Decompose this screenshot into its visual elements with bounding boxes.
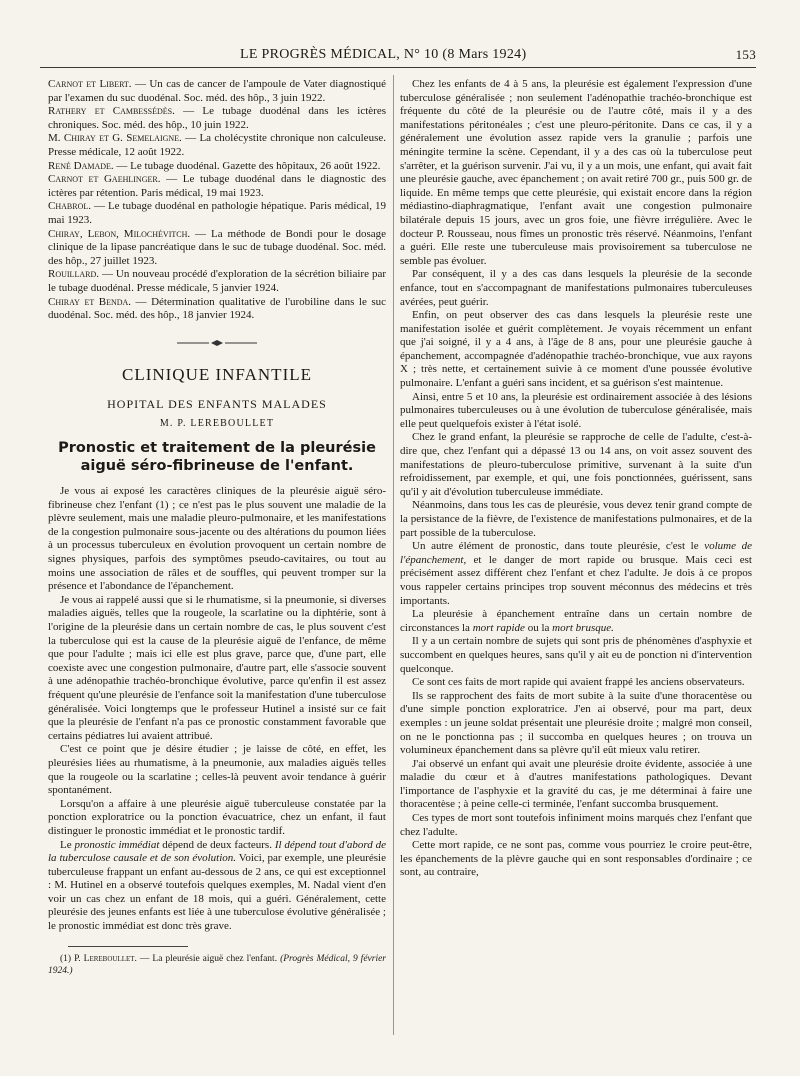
journal-title: LE PROGRÈS MÉDICAL, N° 10 (8 Mars 1924) bbox=[240, 47, 527, 62]
paragraph: J'ai observé un enfant qui avait une pleurésie droite évidente, associée à une maladie du cœur et à d'autres manifestations pathologiques. Devant l'importance de l'asphyxie et la gravité du cas, je me déterminai à faire une thoracentèse ; à peine celle-ci terminée, l'enfant succomba brusquement. bbox=[400, 757, 752, 811]
column-separator bbox=[393, 75, 394, 1035]
paragraph: Ainsi, entre 5 et 10 ans, la pleurésie est ordinairement associée à des lésions pulmonaires tuberculeuses ou à une évolution de tuberculose généralisée, mais elle peut quelquefois exister à l'état isolé. bbox=[400, 390, 752, 430]
paragraph: Chez le grand enfant, la pleurésie se rapproche de celle de l'adulte, c'est-à-dire que, chez l'enfant qui a dépassé 13 ou 14 ans, on voit assez souvent des manifestations de pleuro-tuberculose primitive, survenant à la suite d'un refroidissement, par exemple, et qui, une fois ponctionnées, guérissent, sans qu'il y ait d'évolution tuberculeuse immédiate. bbox=[400, 431, 752, 498]
hospital-name: HOPITAL DES ENFANTS MALADES bbox=[107, 396, 327, 411]
running-head bbox=[40, 47, 756, 65]
bib-entry: Rouillard. — Un nouveau procédé d'exploration de la sécrétion biliaire par le tubage duodénal. Presse médicale, 5 janvier 1924. bbox=[48, 268, 386, 294]
bib-entry: Rathery et Cambessédès. — Le tubage duodénal dans les ictères chroniques. Soc. méd. des hôp., 10 juin 1922. bbox=[48, 105, 386, 131]
right-column bbox=[400, 78, 752, 880]
paragraph: Il y a un certain nombre de sujets qui sont pris de phénomènes d'asphyxie et succombent en quelques heures, sans qu'il y ait eu de ponction ni d'intervention quelconque. bbox=[400, 635, 752, 675]
left-body bbox=[48, 485, 386, 934]
article-author: M. P. LEREBOULLET bbox=[159, 418, 275, 430]
paragraph: Le pronostic immédiat dépend de deux facteurs. Il dépend tout d'abord de la tuberculose causale et de son évolution. Voici, par exemple, une pleurésie tuberculeuse frappant un enfant au-dessous de 2 ans, ce qui est exceptionnel : M. Hutinel en a observé toutefois quelques exemples, M. Nadal vient d'en voir un cas chez un enfant de 18 mois, qui a guéri. Généralement, cette pleurésie des jeunes enfants est liée à une tuberculose évolutive généralisée ; le pronostic immédiat est donc très grave. bbox=[48, 838, 386, 933]
paragraph: Ces types de mort sont toutefois infiniment moins marqués chez l'enfant que chez l'adulte. bbox=[400, 812, 752, 838]
paragraph: Chez les enfants de 4 à 5 ans, la pleurésie est également l'expression d'une tuberculose généralisée ; non seulement l'adénopathie trachéo-bronchique est fréquente du côté de la pleurésie ou de l'autre côté, mais il y a des manifestations péritonéales ; c'est une pleuro-péritonite. Dans ce cas, il y a généralement une évolution assez rapide vers la granulie ; parfois une méningite termine la scène. Cependant, il y a des cas où la tuberculose peut s'arrêter, et la guérison survenir. J'ai vu, il y a un mois, une enfant, qui avait fait une pleurésie gauche, avec épanchement ; on avait retiré 700 gr., puis 500 gr. de liquide. En même temps que cette pleurésie, qui existait encore dans la région médiastino-diaphragmatique, l'enfant avait une congestion pulmonaire bilatérale depuis 15 jours, avec un gros foie, une fièvre irrégulière. Avec le docteur P. Rousseau, nous fîmes un pronostic très réservé. Néanmoins, l'enfant a guéri. Elle reste une tuberculeuse mais provisoirement sa tuberculose ne semble pas évoluer. bbox=[400, 78, 752, 267]
paragraph: Ce sont ces faits de mort rapide qui avaient frappé les anciens observateurs. bbox=[412, 676, 745, 689]
paragraph: Enfin, on peut observer des cas dans lesquels la pleurésie reste une manifestation isolée et guérit complètement. Je voyais récemment un enfant que j'ai soigné, il y a 4 ans, à l'âge de 8 ans, pour une pleurésie gauche à épanchement, accompagnée d'adénopathie trachéo-bronchique, vue aux rayons X ; très nette, et certainement suivie à ce moment d'une poussée évolutive pulmonaire. L'enfant a guéri sans incident, et sa guérison s'est maintenue. bbox=[400, 309, 752, 390]
bib-entry: Chiray, Lebon, Milochévitch. — La méthode de Bondi pour le dosage clinique de la lipase pancréatique dans le suc de tubage duodénal. Soc. méd. des hôp., 27 juillet 1923. bbox=[48, 227, 386, 267]
paragraph: La pleurésie à épanchement entraîne dans un certain nombre de circonstances la mort rapide ou la mort brusque. bbox=[400, 608, 752, 634]
paragraph: Un autre élément de pronostic, dans toute pleurésie, c'est le volume de l'épanchement, et le danger de mort rapide ou brusque. Mais ceci est précisément assez différent chez l'enfant et chez l'adulte. Je dois à ce propos vous rappeler certains principes trop souvent méconnus des médecins et très importants. bbox=[400, 540, 752, 607]
footnote-rule bbox=[68, 946, 188, 947]
paragraph: C'est ce point que je désire étudier ; je laisse de côté, en effet, les pleurésies liées au rhumatisme, à la pneumonie, aux maladies aiguës telles que la rougeole ou la scarlatine ; celles-là peuvent avoir tendance à guérir spontanément. bbox=[48, 743, 386, 797]
bib-entry: Chiray et Benda. — Détermination qualitative de l'urobiline dans le suc duodénal. Soc. méd. des hôp., 18 janvier 1924. bbox=[48, 295, 386, 322]
paragraph: Je vous ai exposé les caractères cliniques de la pleurésie aiguë séro-fibrineuse chez l'enfant (1) ; ce n'est pas le plus souvent une maladie de la plèvre seulement, mais une maladie pleuro-pulmonaire, et les manifestations de la congestion pulmonaire sous-jacente ou des altérations du poumon liées à un processus tuberculeux en évolution provoquent un certain nombre de signes physiques, parfois des symptômes pseudo-cavitaires, ou tout au moins une association de râles et de souffles, qui peuvent tromper sur la présence et l'abondance de l'épanchement. bbox=[48, 485, 386, 593]
footnote: (1) P. Lereboullet. — La pleurésie aiguë chez l'enfant. (Progrès Médical, 9 février 1924.) bbox=[48, 953, 387, 976]
ornament-divider bbox=[48, 337, 386, 351]
bib-entry: René Damade. — Le tubage duodénal. Gazette des hôpitaux, 26 août 1922. bbox=[48, 159, 381, 172]
fleuron-icon bbox=[177, 339, 257, 347]
bibliography bbox=[48, 78, 386, 323]
paragraph: Par conséquent, il y a des cas dans lesquels la pleurésie de la seconde enfance, tout en s'accompagnant de manifestations pulmonaires tuberculeuses avérées, peut guérir. bbox=[400, 268, 752, 308]
paragraph: Je vous ai rappelé aussi que si le rhumatisme, si la pneumonie, si diverses maladies aiguës, telles que la rougeole, la scarlatine ou la diphtérie, sont à l'origine de la pleurésie dans un certain nombre de cas, le plus souvent c'est la tuberculose qui est la cause de la pleurésie aiguë de l'enfance, de même que pour l'adulte ; mais ici elle est plus grave, parce que, d'une part, elle coexiste avec une congestion pulmonaire, d'autre part, elle s'associe souvent à une adénopathie trachéo-bronchique évolutive, parce qu'enfin il est assez fréquent qu'une pleurésie de l'enfance soit la manifestation d'une tuberculose généralisée. Voici longtemps que le professeur Hutinel a insisté sur ce fait que la pleurésie de l'enfant n'a pas ce pronostic constamment favorable que certains pédiatres lui avaient attribué. bbox=[48, 593, 386, 742]
paragraph: Néanmoins, dans tous les cas de pleurésie, vous devez tenir grand compte de la persistance de la fièvre, de l'existence de manifestations pulmonaires, et de la part possible de la tuberculose. bbox=[400, 499, 752, 539]
bib-entry: M. Chiray et G. Semelaigne. — La cholécystite chronique non calculeuse. Presse médicale, 12 août 1922. bbox=[48, 132, 386, 158]
paragraph: Cette mort rapide, ce ne sont pas, comme vous pourriez le croire peut-être, les épanchements de la plèvre gauche qui en sont responsables d'ordinaire ; ce sont, au contraire, bbox=[400, 839, 752, 879]
page-number: 153 bbox=[735, 47, 756, 62]
header-rule bbox=[40, 67, 756, 68]
bib-entry: Chabrol. — Le tubage duodénal en pathologie hépatique. Paris médical, 19 mai 1923. bbox=[48, 200, 386, 226]
bib-entry: Carnot et Gaehlinger. — Le tubage duodénal dans le diagnostic des ictères par rétention. Paris médical, 19 mai 1923. bbox=[48, 173, 386, 199]
article-title: Pronostic et traitement de la pleurésie aiguë séro-fibrineuse de l'enfant. bbox=[58, 440, 376, 475]
paragraph: Lorsqu'on a affaire à une pleurésie aiguë tuberculeuse constatée par la ponction exploratrice ou la ponction évacuatrice, chez un enfant, il faut distinguer le pronostic immédiat et le pronostic tardif. bbox=[48, 797, 386, 837]
bib-entry: Carnot et Libert. — Un cas de cancer de l'ampoule de Vater diagnostiqué par l'examen du suc duodénal. Soc. méd. des hôp., 3 juin 1922. bbox=[48, 78, 387, 104]
section-title: CLINIQUE INFANTILE bbox=[121, 365, 312, 385]
left-column bbox=[48, 78, 386, 977]
paragraph: Ils se rapprochent des faits de mort subite à la suite d'une thoracentèse ou d'une simple ponction exploratrice. J'en ai observé, pour ma part, deux exemples : un jeune soldat présentait une pleurésie droite ; malgré mon conseil, on ne le ponctionna pas ; il succomba en quelques heures ; on trouva un volumineux épanchement dans sa plèvre qu'il eût mieux valu retirer. bbox=[400, 689, 752, 757]
